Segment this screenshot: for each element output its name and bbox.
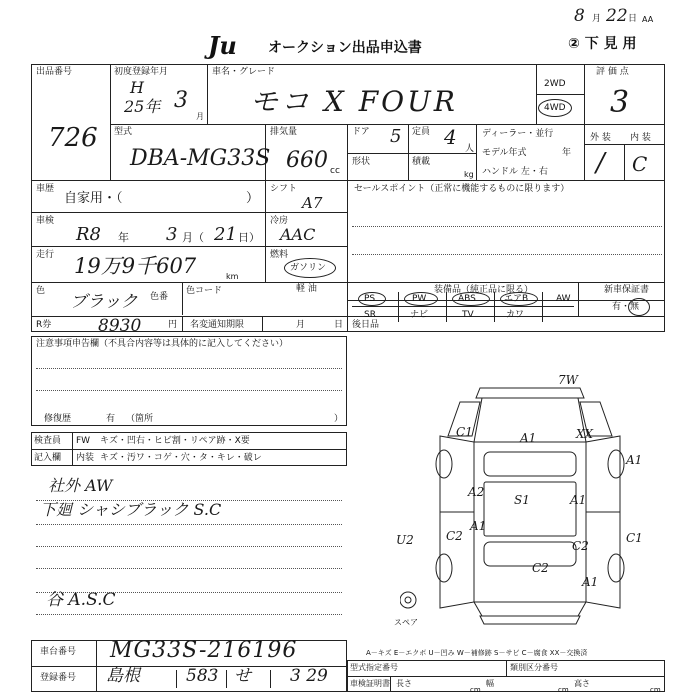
- mark-mid-a1: A1: [570, 493, 587, 507]
- fuel-gasoline: ガソリン: [290, 263, 327, 273]
- note-line-3: 谷 A.S.C: [46, 590, 116, 610]
- first-reg-label: 初度登録年月: [114, 67, 169, 77]
- color-label: 色: [36, 286, 46, 296]
- notes-label: 注意事項申告欄（不具合内容等は具体的に記入してください）: [36, 339, 289, 349]
- car-name-label: 車名・グレード: [212, 67, 276, 77]
- door-value: 5: [390, 126, 402, 147]
- aircon-label: 冷房: [270, 216, 289, 226]
- repair-label: 修復歴: [44, 414, 72, 424]
- equip-abs: ABS: [458, 294, 476, 304]
- date-month-unit: 月: [592, 14, 602, 24]
- color-code-label: 色コード: [186, 286, 223, 296]
- grade-value: 3: [610, 85, 630, 120]
- recycle-value: 8930: [98, 316, 142, 336]
- height-unit: cm: [650, 686, 661, 694]
- plate-number: 3 29: [290, 666, 328, 686]
- equip-airbag: エアB: [504, 294, 529, 304]
- equip-aw: AW: [556, 294, 571, 304]
- mark-right-a1: A1: [626, 453, 643, 467]
- door-label: ドア: [352, 127, 370, 137]
- load-label: 積載: [412, 157, 431, 167]
- inspection-year-unit: 年: [118, 231, 129, 244]
- plate-city: 島根: [106, 666, 140, 686]
- inspector-label: 検査員: [34, 436, 62, 446]
- mark-left-a1: A1: [470, 519, 487, 533]
- manual-value: 有・無: [612, 302, 640, 312]
- note-line-1: 社外 AW: [48, 476, 113, 495]
- mark-s1: S1: [514, 493, 530, 507]
- date-month: 8: [574, 6, 585, 26]
- capacity-value: 4: [444, 125, 457, 149]
- use-close: ）: [246, 191, 260, 206]
- width-label: 幅: [486, 679, 494, 688]
- displacement-label: 排気量: [270, 127, 298, 137]
- equip-navi: ナビ: [410, 310, 429, 320]
- mark-a2: A2: [468, 485, 485, 499]
- model-year-label: モデル年式: [482, 148, 527, 158]
- use-value: 自家用・（: [64, 191, 123, 206]
- mark-rear-c2: C2: [532, 561, 549, 575]
- equip-pw: PW: [412, 294, 427, 304]
- mark-left-c1: C1: [456, 425, 473, 439]
- displacement-value: 660: [286, 148, 328, 173]
- cert-label: 車検証明書: [350, 679, 390, 688]
- grade-label: 評 価 点: [596, 67, 629, 77]
- type-no-label: 型式指定番号: [350, 663, 398, 672]
- mark-xx: XX: [576, 427, 594, 441]
- form-title: オークション出品申込書: [268, 40, 422, 56]
- fw-label: FW: [76, 436, 91, 446]
- inspection-day: 21: [214, 224, 237, 245]
- category-no-label: 類別区分番号: [510, 663, 558, 672]
- interior-label: 内 装: [630, 133, 651, 143]
- car-damage-diagram: [400, 372, 660, 640]
- plate-label: 登録番号: [40, 673, 77, 683]
- fuel-label: 燃料: [270, 250, 289, 260]
- equip-sr: SR: [364, 310, 376, 320]
- fuel-diesel: 軽 油: [296, 284, 317, 294]
- mark-left-c2: C2: [446, 529, 463, 543]
- note-line-2: 下廻 シャシブラック S.C: [40, 500, 222, 519]
- equip-tv: TV: [462, 310, 474, 320]
- inspection-month: 3: [166, 224, 178, 245]
- fw-text: キズ・凹右・ヒビ割・リペア跡・X要: [100, 436, 250, 446]
- model-value: DBA-MG33S: [130, 146, 271, 171]
- copy-label: ② 下 見 用: [568, 36, 637, 52]
- shift-value: A7: [302, 194, 323, 212]
- lot-value: 726: [48, 123, 98, 153]
- inspection-value: R8: [76, 224, 102, 245]
- date-day-unit: 日: [628, 14, 638, 24]
- aircon-value: AAC: [280, 225, 316, 244]
- inspection-day-unit: 日）: [238, 231, 260, 244]
- mark-u2: U2: [396, 533, 414, 547]
- mileage-value: 19万9千607: [74, 254, 197, 278]
- reg-era: H: [130, 78, 144, 97]
- plate-class: 583: [186, 666, 219, 686]
- reg-month: 3: [174, 88, 188, 113]
- abs-circle: [452, 292, 490, 306]
- shape-label: 形状: [352, 157, 371, 167]
- inspection-label: 車検: [36, 216, 55, 226]
- color-no-label: 色番: [150, 292, 169, 302]
- lot-label: 出品番号: [36, 67, 73, 77]
- repair-part-label: （箇所: [126, 414, 154, 424]
- inspection-month-unit: 月（: [182, 231, 204, 244]
- exterior-label: 外 装: [590, 133, 611, 143]
- repair-part-close: ）: [334, 414, 344, 424]
- mileage-unit: km: [226, 272, 239, 281]
- car-name-value: モコ X FOUR: [250, 85, 458, 118]
- load-unit: kg: [464, 170, 474, 179]
- manual-label: 新車保証書: [604, 285, 650, 295]
- reg-month-unit: 月: [196, 112, 204, 121]
- interior-value: C: [632, 152, 648, 176]
- transfer-day-unit: 日: [334, 320, 344, 330]
- entry-label: 記入欄: [34, 453, 62, 463]
- shift-label: シフト: [270, 184, 298, 194]
- dealer-label: ディーラー・並行: [482, 129, 554, 139]
- after-items-label: 後日品: [352, 320, 380, 330]
- damage-legend: A－キズ E－エクボ U－凹み W－補修跡 S－サビ C－腐食 XX－交換済: [366, 649, 588, 657]
- pw-circle: [404, 292, 438, 306]
- mark-front-a1: A1: [520, 431, 537, 445]
- capacity-label: 定員: [412, 127, 431, 137]
- mark-right-c2: C2: [572, 539, 589, 553]
- reg-year: 25年: [124, 97, 161, 116]
- drive-4wd-circle: [538, 99, 572, 117]
- fuel-circle: [284, 258, 336, 278]
- ju-logo: Ju: [208, 31, 237, 60]
- interior-check-text: キズ・汚ワ・コゲ・穴・タ・キレ・破レ: [100, 453, 262, 463]
- exterior-value: /: [596, 148, 605, 178]
- date-aa: AA: [642, 15, 654, 24]
- equip-ps: PS: [364, 294, 376, 304]
- equipment-title: 装備品（純正品に限る）: [434, 285, 534, 295]
- capacity-unit: 人: [465, 144, 475, 154]
- sales-point-label: セールスポイント（正常に機能するものに限ります）: [354, 184, 570, 194]
- plate-kana: せ: [234, 666, 251, 686]
- model-label: 型式: [114, 127, 133, 137]
- width-unit: cm: [558, 686, 569, 694]
- length-unit: cm: [470, 686, 481, 694]
- use-label: 車歴: [36, 184, 55, 194]
- mileage-label: 走行: [36, 250, 55, 260]
- repair-value: 有: [106, 414, 116, 424]
- mark-rear-c1: C1: [626, 531, 643, 545]
- mark-7w: 7W: [558, 373, 578, 387]
- handle-label: ハンドル 左・右: [482, 167, 548, 177]
- transfer-label: 名変通知期限: [190, 320, 245, 330]
- chassis-label: 車台番号: [40, 647, 77, 657]
- transfer-month-unit: 月: [296, 320, 306, 330]
- chassis-value: MG33S-216196: [110, 638, 298, 663]
- recycle-unit: 円: [168, 320, 178, 330]
- mark-rear-a1: A1: [582, 575, 599, 589]
- model-year-unit: 年: [562, 148, 572, 158]
- drive-2wd: 2WD: [544, 79, 566, 89]
- manual-circle: [628, 298, 650, 316]
- height-label: 高さ: [574, 679, 590, 688]
- recycle-label: R券: [36, 320, 52, 330]
- date-day: 22: [606, 6, 628, 26]
- spare-label: スペア: [394, 618, 418, 627]
- length-label: 長さ: [396, 679, 412, 688]
- displacement-unit: cc: [330, 166, 340, 176]
- ps-circle: [358, 292, 386, 306]
- drive-4wd: 4WD: [544, 103, 566, 113]
- equip-leather: カワ: [506, 310, 525, 320]
- airbag-circle: [500, 292, 538, 306]
- interior-check-label: 内装: [76, 453, 95, 463]
- color-value: ブラック: [70, 292, 138, 312]
